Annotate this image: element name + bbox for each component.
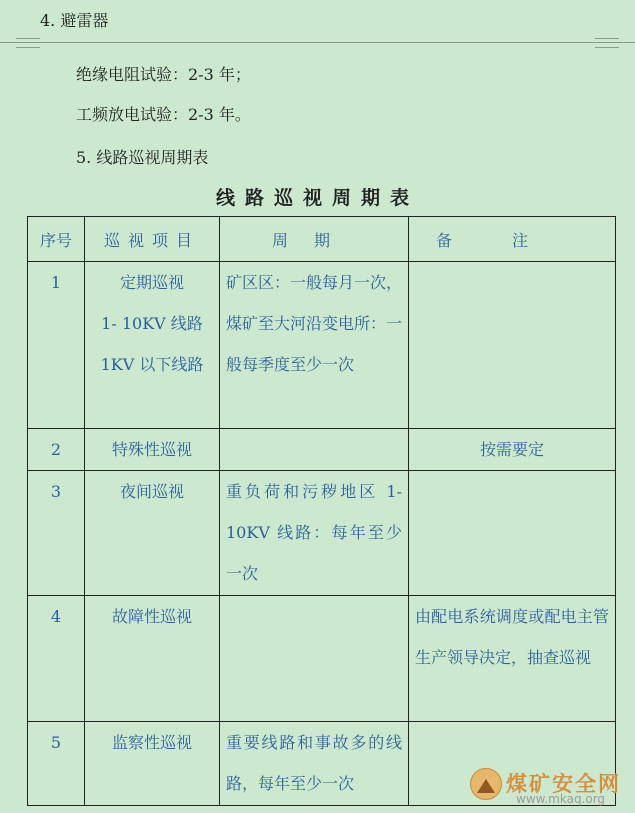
page-margin-rule (0, 42, 635, 43)
row-note (409, 471, 616, 596)
row-item (85, 262, 220, 429)
watermark-title: 煤矿安全网 (506, 772, 621, 796)
row-item-line: 特殊性巡视 (111, 440, 192, 459)
row-item (85, 471, 220, 596)
row-note (409, 262, 616, 429)
row-item (85, 596, 220, 722)
margin-corner-right (595, 38, 619, 48)
table-row (28, 471, 616, 596)
table-row (28, 429, 616, 471)
header-item: 巡视项目 (85, 217, 220, 262)
header-note: 备注 (409, 217, 616, 262)
row-item (85, 722, 220, 806)
inspection-cycle-table (27, 216, 616, 806)
row-note: 按需要定 (409, 429, 616, 471)
row-period: 重要线路和事故多的线路，每年至少一次 (220, 722, 409, 806)
table-row (28, 262, 616, 429)
row-note: 由配电系统调度或配电主管生产领导决定，抽查巡视 (409, 596, 616, 722)
header-no: 序号 (28, 217, 85, 262)
margin-corner-left (16, 38, 40, 48)
text-power-frequency-test: 工频放电试验：2-3 年。 (76, 105, 251, 124)
heading-inspection-schedule: 5. 线路巡视周期表 (76, 148, 209, 167)
site-watermark (470, 768, 630, 808)
table-title: 线路巡视周期表 (215, 187, 419, 209)
row-item-line: 故障性巡视 (111, 607, 192, 626)
row-no: 2 (28, 429, 85, 471)
table-header-row (28, 217, 616, 262)
row-no: 4 (28, 596, 85, 722)
row-period (220, 429, 409, 471)
row-no: 3 (28, 471, 85, 596)
row-item (85, 429, 220, 471)
watermark-url: www.mkaq.org (516, 792, 606, 806)
row-item-line: 定期巡视 (119, 273, 184, 292)
row-period: 重负荷和污秽地区 1-10KV 线路：每年至少一次 (220, 471, 409, 596)
row-period: 矿区区：一般每月一次，煤矿至大河沿变电所：一般每季度至少一次 (220, 262, 409, 429)
row-item-line: 1KV 以下线路 (100, 355, 204, 374)
text-insulation-test: 绝缘电阻试验：2-3 年； (76, 65, 251, 84)
header-period: 周期 (220, 217, 409, 262)
row-no: 1 (28, 262, 85, 429)
row-item-line: 1- 10KV 线路 (101, 314, 203, 333)
row-period (220, 596, 409, 722)
row-no: 5 (28, 722, 85, 806)
table-row (28, 596, 616, 722)
mountain-logo-icon (470, 768, 502, 800)
heading-lightning-arrester: 4. 避雷器 (40, 11, 109, 30)
row-item-line: 监察性巡视 (111, 733, 192, 752)
row-item-line: 夜间巡视 (119, 482, 184, 501)
